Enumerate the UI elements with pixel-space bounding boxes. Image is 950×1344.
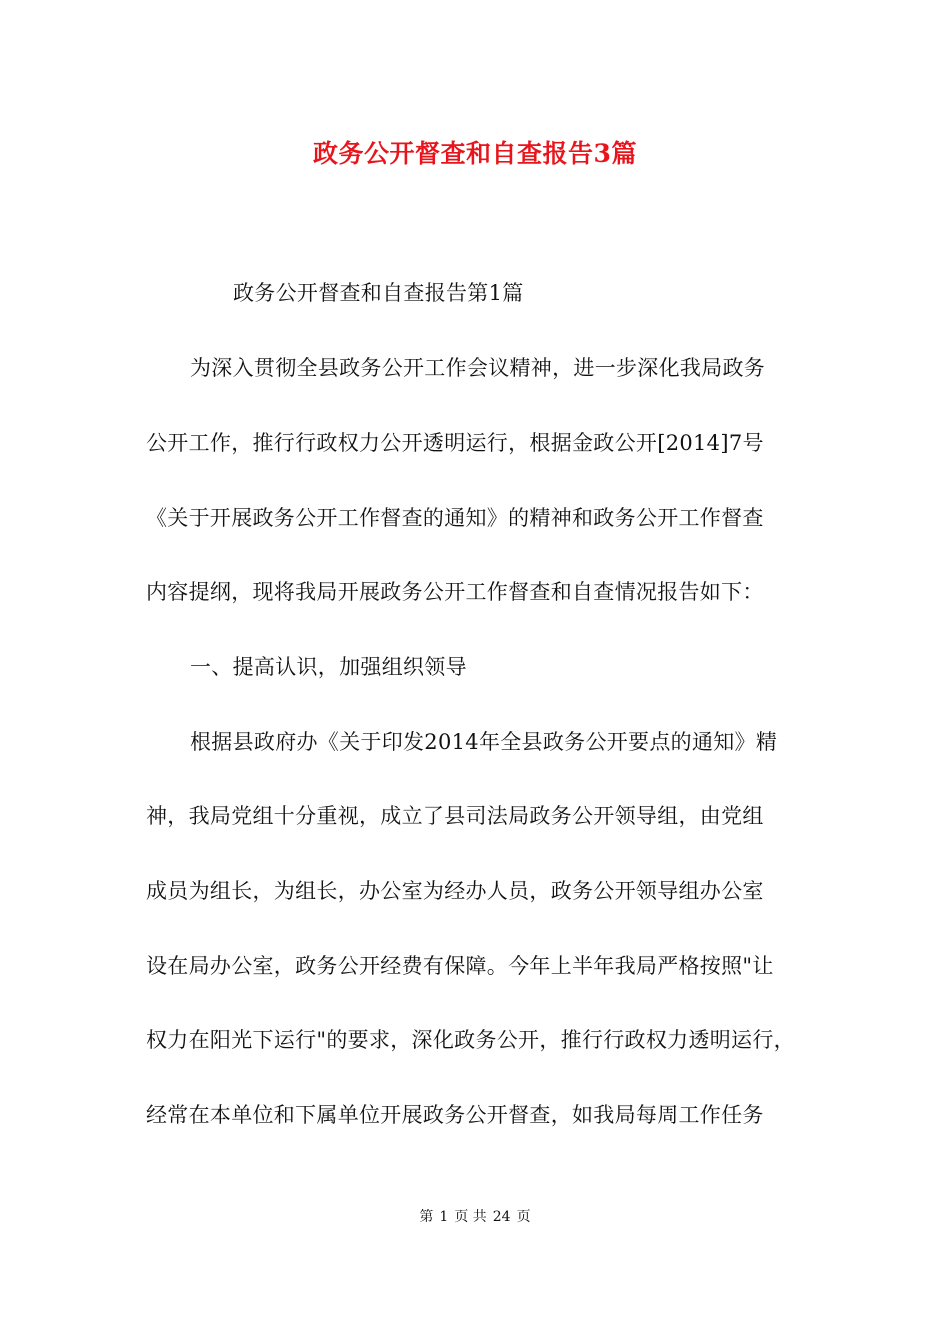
paragraph-line-1: 为深入贯彻全县政务公开工作会议精神，进一步深化我局政务 — [190, 356, 766, 380]
paragraph-line-3: 《关于开展政务公开工作督查的通知》的精神和政务公开工作督查 — [146, 506, 764, 530]
subheading-1: 一、提高认识，加强组织领导 — [190, 655, 467, 679]
footer-page-prefix: 第 — [419, 1209, 434, 1225]
paragraph-line-9: 权力在阳光下运行"的要求，深化政务公开，推行行政权力透明运行， — [146, 1028, 795, 1052]
section-heading: 政务公开督查和自查报告第1篇 — [233, 281, 524, 305]
page-footer — [0, 1207, 950, 1227]
paragraph-line-10: 经常在本单位和下属单位开展政务公开督查，如我局每周工作任务 — [146, 1103, 764, 1127]
footer-current-page: 1 — [439, 1209, 449, 1225]
paragraph-line-5: 根据县政府办《关于印发2014年全县政务公开要点的通知》精 — [190, 730, 778, 754]
paragraph-line-8: 设在局办公室，政务公开经费有保障。今年上半年我局严格按照"让 — [146, 954, 774, 978]
paragraph-line-7: 成员为组长，为组长，办公室为经办人员，政务公开领导组办公室 — [146, 879, 764, 903]
footer-total-pages: 24 — [492, 1209, 511, 1225]
paragraph-line-6: 神，我局党组十分重视，成立了县司法局政务公开领导组，由党组 — [146, 804, 764, 828]
footer-page-suffix: 页 — [516, 1209, 531, 1225]
document-title: 政务公开督查和自查报告3篇 — [313, 139, 637, 168]
paragraph-line-2: 公开工作，推行行政权力公开透明运行，根据金政公开[2014]7号 — [146, 431, 764, 455]
footer-page-mid: 页 共 — [454, 1209, 487, 1225]
paragraph-line-4: 内容提纲，现将我局开展政务公开工作督查和自查情况报告如下： — [146, 580, 764, 604]
